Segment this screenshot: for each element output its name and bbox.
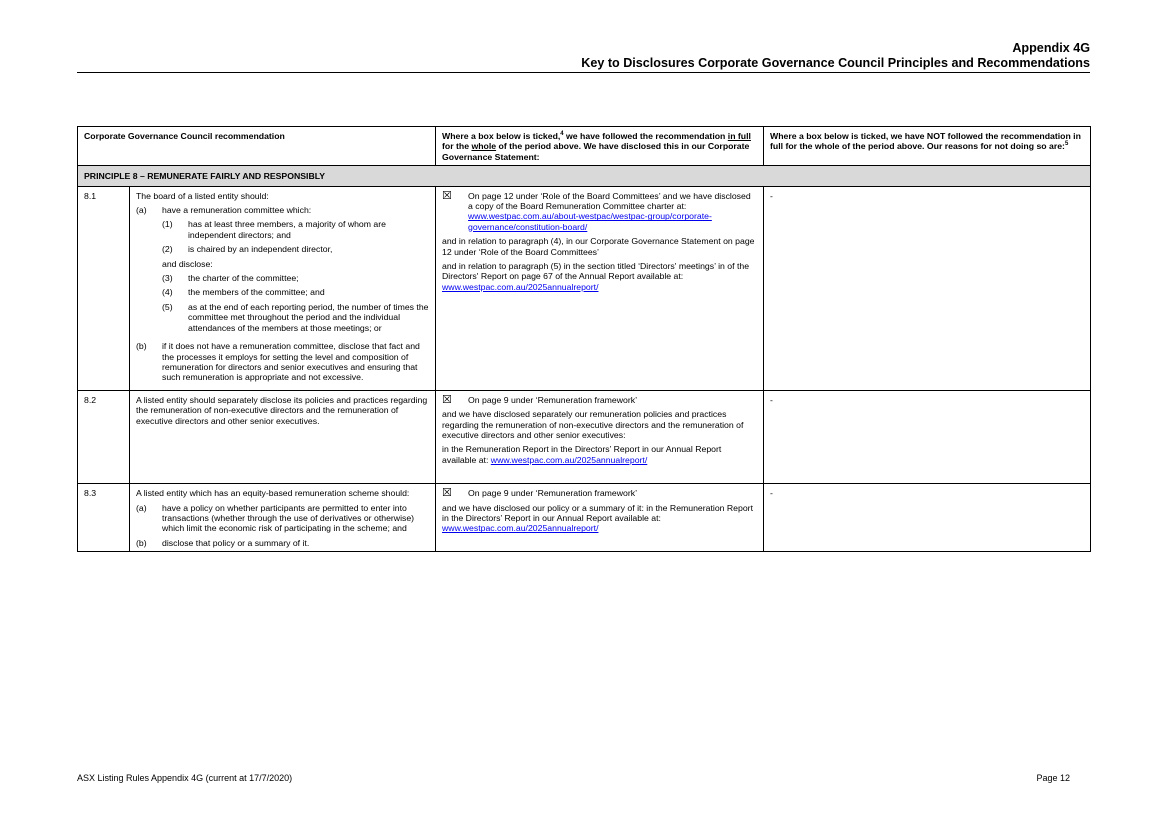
- followed-cell: ☒ On page 9 under ‘Remuneration framework’ and we have disclosed our policy or a summary of it: in the Remuneration Report in the Directors’ Report in our Annual Report available at: www.westpac.com.au/2025annualreport/: [436, 484, 764, 552]
- followed-cell: ☒ On page 12 under ‘Role of the Board Committees’ and we have disclosed a copy of the Board Remuneration Committee charter at: www.westpac.com.au/about-westpac/westpac-group/corporate-governance/constitution-board/ and in relation to paragraph (4), in our Corporate Governance Statement on page 12 under ‘Role of the Board Committees’ and in relation to paragraph (5) in the section titled ‘Directors' meetings’ in of the Directors' Report on page 67 of the Annual Report available at: www.westpac.com.au/2025annualreport/: [436, 186, 764, 390]
- annual-report-link[interactable]: www.westpac.com.au/2025annualreport/: [442, 523, 599, 534]
- rec-number: 8.3: [78, 484, 130, 552]
- annual-report-link[interactable]: www.westpac.com.au/2025annualreport/: [490, 454, 648, 465]
- table-row: [78, 484, 1091, 552]
- not-followed-cell: -: [764, 390, 1091, 483]
- not-followed-cell: -: [764, 484, 1091, 552]
- rec-text: A listed entity should separately disclose its policies and practices regarding the remuneration of non-executive directors and the remuneration of executive directors and other senior executives.: [130, 390, 436, 483]
- followed-cell: ☒ On page 9 under ‘Remuneration framework’ and we have disclosed separately our remuneration policies and practices regarding the remuneration of non-executive directors and the remuneration of executive directors and other senior executives: in the Remuneration Report in the Directors’ Report in our Annual Report available at: www.westpac.com.au/2025annualreport/: [436, 390, 764, 483]
- principle-row: [78, 166, 1091, 186]
- disclosure-table: [77, 126, 1091, 552]
- annual-report-link[interactable]: www.westpac.com.au/2025annualreport/: [442, 281, 599, 292]
- checked-box-icon: ☒: [442, 393, 452, 406]
- rec-text: The board of a listed entity should: (a) have a remuneration committee which: (1) has at least three members, a majority of whom are independent directors; and (2) is chaired by an independent director, and disclose: (3) the charter of the committee; (4) the members of the committee; and (5) as at the end of each reporting period, the number of times the committee met throughout the period and the individual attendances of the members at those meetings; or (b) if it does not have a remuneration committee, disclose that fact and the processes it employs for setting the level and composition of remuneration for directors and senior executives and ensuring that such remuneration is appropriate and not excessive.: [130, 186, 436, 390]
- rec-number: 8.1: [78, 186, 130, 390]
- not-followed-cell: -: [764, 186, 1091, 390]
- table-row: [78, 186, 1091, 390]
- table-row: [78, 390, 1091, 483]
- page-title: Key to Disclosures Corporate Governance Council Principles and Recommendations: [581, 55, 1090, 70]
- appendix-label: Appendix 4G: [1012, 41, 1090, 55]
- constitution-board-link[interactable]: www.westpac.com.au/about-westpac/westpac-group/corporate-governance/constitution-board/: [468, 211, 712, 232]
- principle-heading: PRINCIPLE 8 – REMUNERATE FAIRLY AND RESPONSIBLY: [78, 166, 1091, 186]
- footer-source: ASX Listing Rules Appendix 4G (current at 17/7/2020): [77, 773, 293, 783]
- col-header-followed: Where a box below is ticked,$^4$ we have followed the recommendation in full for the whole of the period above. We have disclosed this in our Corporate Governance Statement:: [436, 127, 764, 166]
- checked-box-icon: ☒: [442, 487, 452, 500]
- page-number: Page 12: [1036, 773, 1070, 783]
- rec-number: 8.2: [78, 390, 130, 483]
- col-header-not-followed: Where a box below is ticked, we have NOT followed the recommendation in full for the whole of the period above. Our reasons for not doing so are:$^5$: [764, 127, 1091, 166]
- page-header: [581, 41, 1090, 70]
- checked-box-icon: ☒: [442, 189, 452, 202]
- col-header-recommendation: Corporate Governance Council recommendation: [78, 127, 436, 166]
- rec-text: A listed entity which has an equity-based remuneration scheme should: (a) have a policy on whether participants are permitted to enter into transactions (whether through the use of derivatives or otherwise) which limit the economic risk of participating in the scheme; and (b) disclose that policy or a summary of it.: [130, 484, 436, 552]
- table-header-row: [78, 127, 1091, 166]
- header-rule: [77, 72, 1090, 73]
